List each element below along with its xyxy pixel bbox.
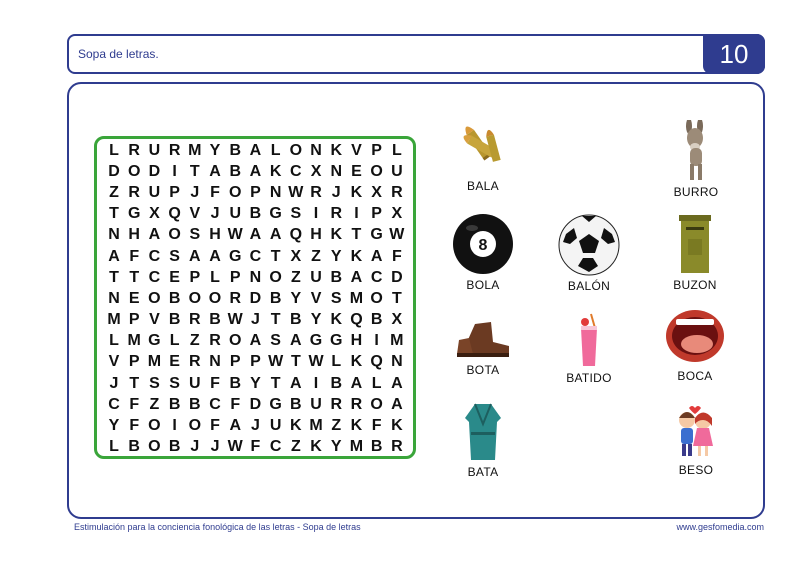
grid-letter[interactable]: X (371, 183, 382, 201)
grid-letter[interactable]: Z (311, 247, 321, 265)
grid-row (104, 394, 407, 415)
grid-letter[interactable]: H (310, 226, 322, 244)
grid-letter[interactable]: A (391, 374, 403, 392)
grid-letter[interactable]: T (109, 205, 119, 223)
grid-letter[interactable]: I (313, 374, 319, 392)
mouth-icon (664, 306, 726, 366)
grid-letter[interactable]: S (270, 332, 281, 350)
grid-letter[interactable]: G (148, 332, 161, 350)
grid-letter[interactable]: K (391, 417, 403, 435)
grid-letter[interactable]: R (128, 141, 140, 159)
grid-letter[interactable]: L (109, 141, 119, 159)
grid-letter[interactable]: B (330, 374, 343, 392)
grid-letter[interactable]: V (351, 141, 362, 159)
grid-letter[interactable]: E (169, 353, 180, 371)
grid-letter[interactable]: O (148, 417, 161, 435)
grid-letter[interactable]: F (210, 417, 220, 435)
grid-letter[interactable]: M (390, 332, 404, 350)
grid-letter[interactable]: T (270, 311, 281, 329)
grid-letter[interactable]: A (249, 332, 262, 350)
grid-row (104, 204, 407, 225)
grid-letter[interactable]: A (350, 374, 363, 392)
grid-letter[interactable]: B (290, 395, 302, 413)
item-label: BALÓN (567, 279, 611, 293)
grid-letter[interactable]: G (127, 205, 141, 223)
grid-letter[interactable]: L (391, 141, 402, 159)
grid-letter[interactable]: C (269, 438, 282, 456)
grid-letter[interactable]: R (330, 395, 343, 413)
grid-letter[interactable]: F (250, 438, 261, 456)
grid-row (104, 161, 407, 182)
grid-letter[interactable]: P (128, 353, 140, 371)
grid-letter[interactable]: J (250, 311, 260, 329)
grid-letter[interactable]: U (310, 268, 322, 286)
grid-letter[interactable]: M (147, 353, 162, 371)
grid-letter[interactable]: F (129, 417, 140, 435)
grid-letter[interactable]: U (269, 417, 282, 435)
grid-letter[interactable]: N (209, 353, 221, 371)
grid-letter[interactable]: O (188, 417, 202, 435)
grid-letter[interactable]: G (330, 332, 343, 350)
grid-letter[interactable]: A (209, 162, 221, 180)
grid-letter[interactable]: J (250, 417, 260, 435)
item-label: BOLA (466, 278, 500, 292)
grid-letter[interactable]: K (269, 162, 282, 180)
grid-row (104, 352, 407, 373)
grid-letter[interactable]: A (249, 141, 262, 159)
grid-letter[interactable]: B (370, 311, 383, 329)
grid-letter[interactable]: U (229, 205, 241, 223)
grid-letter[interactable]: T (109, 268, 119, 286)
bathrobe-icon (463, 402, 503, 462)
grid-letter[interactable]: N (269, 183, 282, 201)
grid-letter[interactable]: U (148, 141, 161, 159)
grid-letter[interactable]: Y (330, 247, 342, 265)
grid-letter[interactable]: B (249, 205, 262, 223)
grid-letter[interactable]: W (227, 438, 243, 456)
item-label: BUZON (673, 278, 717, 292)
grid-letter[interactable]: I (354, 205, 359, 223)
grid-letter[interactable]: G (269, 395, 282, 413)
footer-left-text: Estimulación para la conciencia fonológica de las letras - Sopa de letras (74, 522, 361, 532)
grid-letter[interactable]: Y (108, 417, 120, 435)
soccer-ball-icon (558, 214, 620, 276)
grid-letter[interactable]: L (270, 141, 281, 159)
grid-letter[interactable]: K (350, 183, 363, 201)
grid-letter[interactable]: O (289, 141, 303, 159)
item-beso (651, 404, 741, 477)
grid-letter[interactable]: A (189, 247, 201, 265)
grid-letter[interactable]: F (129, 395, 140, 413)
grid-letter[interactable]: P (169, 183, 180, 201)
grid-letter[interactable]: L (109, 438, 119, 456)
grid-letter[interactable]: R (189, 311, 201, 329)
grid-letter[interactable]: A (269, 226, 282, 244)
grid-letter[interactable]: A (290, 332, 302, 350)
grid-letter[interactable]: U (148, 183, 161, 201)
grid-letter[interactable]: U (310, 395, 322, 413)
grid-letter[interactable]: O (148, 289, 161, 307)
eight-ball-icon (452, 213, 514, 275)
grid-letter[interactable]: R (168, 141, 181, 159)
grid-letter[interactable]: V (149, 311, 160, 329)
grid-letter[interactable]: A (370, 247, 383, 265)
grid-letter[interactable]: N (108, 289, 120, 307)
grid-letter[interactable]: M (309, 417, 323, 435)
grid-letter[interactable]: O (148, 438, 161, 456)
page-number-badge: 10 (703, 34, 765, 74)
grid-letter[interactable]: K (350, 417, 363, 435)
grid-letter[interactable]: Z (189, 332, 200, 350)
grid-letter[interactable]: N (108, 226, 120, 244)
grid-letter[interactable]: J (331, 183, 341, 201)
grid-letter[interactable]: T (270, 374, 281, 392)
grid-letter[interactable]: O (228, 183, 242, 201)
grid-row (104, 437, 407, 458)
grid-letter[interactable]: W (288, 183, 304, 201)
grid-letter[interactable]: Q (350, 311, 363, 329)
grid-letter[interactable]: G (228, 247, 242, 265)
grid-letter[interactable]: S (290, 205, 302, 223)
grid-row (104, 225, 407, 246)
grid-letter[interactable]: A (229, 417, 241, 435)
grid-letter[interactable]: G (269, 205, 282, 223)
grid-row (104, 331, 407, 352)
grid-letter[interactable]: B (209, 311, 221, 329)
grid-letter[interactable]: L (109, 332, 119, 350)
grid-letter[interactable]: V (189, 205, 201, 223)
grid-letter[interactable]: H (350, 332, 363, 350)
grid-letter[interactable]: O (370, 289, 383, 307)
grid-letter[interactable]: T (351, 226, 362, 244)
grid-letter[interactable]: P (229, 353, 241, 371)
grid-letter[interactable]: R (310, 183, 322, 201)
grid-letter[interactable]: S (149, 374, 160, 392)
grid-letter[interactable]: V (108, 353, 120, 371)
grid-letter[interactable]: B (330, 268, 343, 286)
item-burro (651, 120, 741, 199)
grid-letter[interactable]: F (129, 247, 140, 265)
grid-letter[interactable]: E (351, 162, 362, 180)
grid-letter[interactable]: U (391, 162, 403, 180)
grid-letter[interactable]: P (371, 205, 382, 223)
grid-letter[interactable]: C (209, 395, 221, 413)
grid-letter[interactable]: D (249, 395, 262, 413)
grid-letter[interactable]: O (168, 226, 181, 244)
grid-letter[interactable]: B (128, 438, 140, 456)
grid-letter[interactable]: R (128, 183, 140, 201)
word-search-grid (94, 136, 416, 459)
grid-letter[interactable]: M (127, 332, 141, 350)
grid-letter[interactable]: C (148, 268, 161, 286)
footer-website: www.gesfomedia.com (676, 522, 764, 532)
grid-letter[interactable]: F (230, 395, 241, 413)
grid-letter[interactable]: K (330, 226, 343, 244)
grid-letter[interactable]: L (371, 374, 382, 392)
grid-letter[interactable]: B (229, 162, 241, 180)
grid-letter[interactable]: M (349, 438, 364, 456)
grid-letter[interactable]: B (189, 395, 201, 413)
grid-letter[interactable]: C (290, 162, 302, 180)
grid-letter[interactable]: X (310, 162, 322, 180)
grid-letter[interactable]: Z (149, 395, 160, 413)
grid-letter[interactable]: M (349, 289, 364, 307)
grid-letter[interactable]: H (128, 226, 140, 244)
grid-letter[interactable]: P (128, 311, 140, 329)
grid-letter[interactable]: Y (290, 289, 302, 307)
grid-letter[interactable]: W (389, 226, 405, 244)
grid-letter[interactable]: N (310, 141, 322, 159)
item-bola (438, 213, 528, 292)
grid-letter[interactable]: R (391, 438, 403, 456)
grid-letter[interactable]: D (108, 162, 120, 180)
donkey-icon (676, 120, 716, 182)
grid-row (104, 288, 407, 309)
grid-letter[interactable]: O (228, 332, 242, 350)
grid-letter[interactable]: H (209, 226, 221, 244)
grid-letter[interactable]: B (269, 289, 282, 307)
grid-letter[interactable]: A (290, 374, 302, 392)
grid-row (104, 415, 407, 436)
item-balon (544, 214, 634, 293)
grid-letter[interactable]: P (250, 183, 261, 201)
grid-letter[interactable]: B (290, 311, 302, 329)
grid-letter[interactable]: T (189, 162, 200, 180)
svg-text:8: 8 (478, 237, 488, 254)
grid-letter[interactable]: B (229, 374, 241, 392)
grid-letter[interactable]: B (168, 438, 181, 456)
grid-letter[interactable]: R (229, 289, 241, 307)
grid-letter[interactable]: A (249, 226, 262, 244)
grid-row (104, 310, 407, 331)
grid-letter[interactable]: J (210, 205, 220, 223)
grid-letter[interactable]: W (227, 311, 243, 329)
grid-letter[interactable]: Z (109, 183, 119, 201)
item-label: BOTA (466, 363, 500, 377)
item-label: BOCA (677, 369, 713, 383)
grid-letter[interactable]: A (209, 247, 221, 265)
grid-letter[interactable]: V (310, 289, 322, 307)
grid-letter[interactable]: K (290, 417, 302, 435)
item-bota (438, 320, 528, 377)
mailbox-icon (675, 213, 715, 275)
grid-letter[interactable]: S (169, 247, 180, 265)
grid-letter[interactable]: L (210, 268, 220, 286)
grid-letter[interactable]: O (370, 395, 383, 413)
grid-letter[interactable]: Z (290, 438, 301, 456)
grid-letter[interactable]: K (350, 247, 363, 265)
grid-letter[interactable]: C (370, 268, 383, 286)
grid-letter[interactable]: F (210, 183, 220, 201)
grid-letter[interactable]: F (371, 417, 382, 435)
grid-letter[interactable]: I (374, 332, 379, 350)
grid-letter[interactable]: B (370, 438, 383, 456)
grid-letter[interactable]: S (330, 289, 342, 307)
grid-letter[interactable]: A (249, 162, 262, 180)
grid-letter[interactable]: Y (209, 141, 221, 159)
grid-letter[interactable]: L (331, 353, 342, 371)
item-label: BALA (467, 179, 499, 193)
bullets-icon (451, 118, 515, 176)
milkshake-icon (569, 312, 609, 368)
item-buzon (650, 213, 740, 292)
grid-letter[interactable]: W (308, 353, 324, 371)
grid-letter[interactable]: X (290, 247, 302, 265)
grid-letter[interactable]: K (330, 141, 343, 159)
item-bata (438, 402, 528, 479)
grid-letter[interactable]: O (208, 289, 222, 307)
grid-row (104, 182, 407, 203)
grid-letter[interactable]: Q (370, 353, 383, 371)
grid-letter[interactable]: J (190, 183, 200, 201)
grid-letter[interactable]: T (290, 353, 301, 371)
item-boca (650, 306, 740, 383)
grid-letter[interactable]: C (249, 247, 262, 265)
grid-letter[interactable]: W (227, 226, 243, 244)
grid-letter[interactable]: O (370, 162, 383, 180)
item-label: BATIDO (566, 371, 612, 385)
grid-letter[interactable]: D (391, 268, 403, 286)
grid-letter[interactable]: K (330, 311, 343, 329)
grid-letter[interactable]: Q (168, 205, 181, 223)
grid-letter[interactable]: Y (250, 374, 261, 392)
grid-letter[interactable]: L (169, 332, 180, 350)
grid-letter[interactable]: I (172, 417, 177, 435)
grid-letter[interactable]: S (169, 374, 180, 392)
grid-letter[interactable]: N (330, 162, 343, 180)
grid-letter[interactable]: Y (310, 311, 322, 329)
grid-letter[interactable]: M (188, 141, 202, 159)
grid-letter[interactable]: M (107, 311, 121, 329)
grid-letter[interactable]: A (391, 395, 403, 413)
header-bar (67, 34, 765, 74)
grid-row (104, 246, 407, 267)
grid-letter[interactable]: D (148, 162, 161, 180)
item-label: BESO (678, 463, 714, 477)
grid-letter[interactable]: J (210, 438, 220, 456)
grid-row (104, 373, 407, 394)
grid-letter[interactable]: P (229, 268, 241, 286)
page-title: Sopa de letras. (78, 47, 159, 61)
grid-letter[interactable]: O (127, 162, 141, 180)
grid-letter[interactable]: K (350, 353, 363, 371)
grid-letter[interactable]: T (270, 247, 281, 265)
grid-letter[interactable]: B (168, 395, 181, 413)
grid-row (104, 140, 407, 161)
grid-letter[interactable]: B (229, 141, 241, 159)
grid-letter[interactable]: A (350, 268, 363, 286)
grid-letter[interactable]: T (129, 374, 140, 392)
grid-letter[interactable]: X (149, 205, 160, 223)
grid-letter[interactable]: K (310, 438, 322, 456)
grid-letter[interactable]: P (371, 141, 382, 159)
grid-letter[interactable]: E (169, 268, 180, 286)
grid-letter[interactable]: R (189, 353, 201, 371)
item-label: BATA (467, 465, 499, 479)
grid-letter[interactable]: C (108, 395, 120, 413)
grid-letter[interactable]: X (391, 311, 403, 329)
grid-letter[interactable]: R (209, 332, 221, 350)
grid-letter[interactable]: I (172, 162, 177, 180)
grid-letter[interactable]: A (148, 226, 161, 244)
grid-letter[interactable]: G (309, 332, 323, 350)
grid-letter[interactable]: J (190, 438, 200, 456)
grid-letter[interactable]: I (313, 205, 319, 223)
grid-letter[interactable]: R (330, 205, 343, 223)
grid-letter[interactable]: F (210, 374, 220, 392)
grid-letter[interactable]: U (189, 374, 201, 392)
grid-row (104, 267, 407, 288)
grid-letter[interactable]: J (109, 374, 119, 392)
grid-letter[interactable]: R (391, 183, 403, 201)
grid-letter[interactable]: O (188, 289, 202, 307)
grid-letter[interactable]: A (108, 247, 120, 265)
grid-letter[interactable]: W (268, 353, 284, 371)
grid-letter[interactable]: P (189, 268, 201, 286)
grid-letter[interactable]: Z (331, 417, 342, 435)
grid-letter[interactable]: Y (330, 438, 342, 456)
grid-letter[interactable]: D (249, 289, 262, 307)
item-bala (438, 118, 528, 193)
grid-letter[interactable]: T (391, 289, 402, 307)
boot-icon (453, 320, 513, 360)
grid-letter[interactable]: N (249, 268, 262, 286)
grid-letter[interactable]: C (148, 247, 161, 265)
grid-letter[interactable]: R (350, 395, 363, 413)
grid-letter[interactable]: G (370, 226, 383, 244)
grid-letter[interactable]: B (168, 311, 181, 329)
grid-letter[interactable]: Z (290, 268, 301, 286)
grid-letter[interactable]: X (391, 205, 403, 223)
grid-letter[interactable]: N (391, 353, 403, 371)
item-batido (544, 312, 634, 385)
grid-letter[interactable]: O (269, 268, 282, 286)
grid-letter[interactable]: F (391, 247, 402, 265)
grid-letter[interactable]: Q (289, 226, 303, 244)
kiss-icon (668, 404, 724, 460)
item-label: BURRO (673, 185, 719, 199)
grid-letter[interactable]: E (128, 289, 140, 307)
grid-letter[interactable]: S (189, 226, 201, 244)
grid-letter[interactable]: P (250, 353, 261, 371)
grid-letter[interactable]: T (129, 268, 140, 286)
grid-letter[interactable]: B (168, 289, 181, 307)
